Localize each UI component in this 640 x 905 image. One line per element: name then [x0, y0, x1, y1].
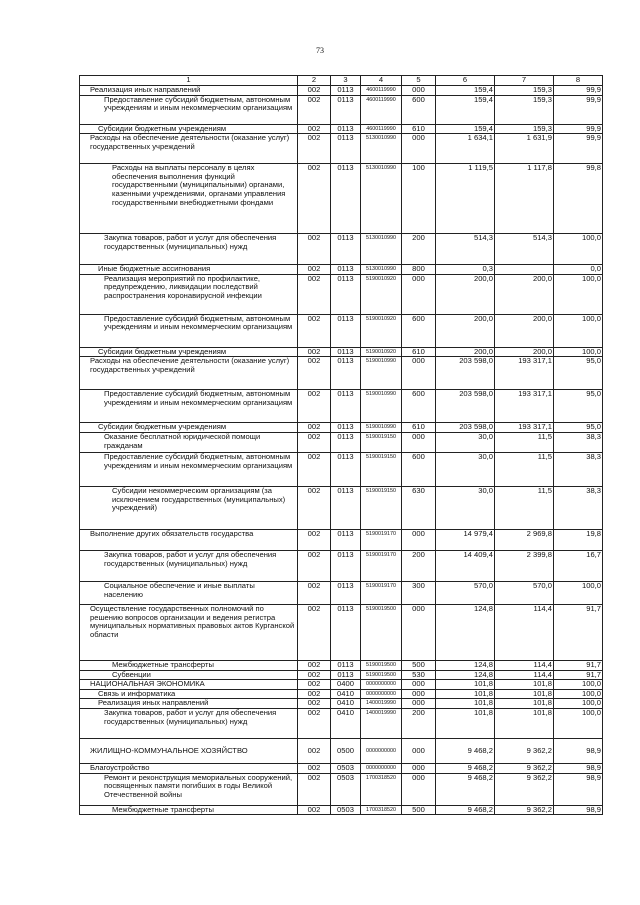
budget-table-body: [80, 76, 603, 815]
table-row: [80, 805, 603, 815]
row-actual-cell: 9 362,2: [495, 773, 554, 805]
row-percent-cell: 95,0: [554, 390, 603, 423]
row-type-cell: 100: [402, 164, 436, 234]
row-target-cell: 5190019150: [361, 452, 402, 486]
row-chapter-cell: 002: [298, 660, 331, 670]
row-plan-cell: 514,3: [436, 234, 495, 265]
row-actual-cell: 9 362,2: [495, 738, 554, 763]
row-section-cell: 0500: [331, 738, 361, 763]
row-name-cell: Межбюджетные трансферты: [80, 660, 298, 670]
row-section-cell: 0410: [331, 708, 361, 738]
row-type-cell: 000: [402, 699, 436, 709]
row-target-cell: 5190010990: [361, 357, 402, 390]
row-type-cell: 600: [402, 95, 436, 124]
budget-table: [79, 75, 603, 815]
row-name-cell: Субсидии бюджетным учреждениям: [80, 423, 298, 433]
row-type-cell: 600: [402, 452, 436, 486]
row-percent-cell: 98,9: [554, 773, 603, 805]
table-row: [80, 314, 603, 347]
row-section-cell: 0113: [331, 432, 361, 452]
row-chapter-cell: 002: [298, 432, 331, 452]
row-section-cell: 0503: [331, 773, 361, 805]
row-name-cell: Субвенции: [80, 670, 298, 680]
row-percent-cell: 99,9: [554, 134, 603, 164]
row-actual-cell: 11,5: [495, 486, 554, 529]
row-plan-cell: 570,0: [436, 581, 495, 604]
header-row: [80, 76, 603, 86]
table-row: [80, 432, 603, 452]
row-actual-cell: 11,5: [495, 452, 554, 486]
row-chapter-cell: 002: [298, 423, 331, 433]
row-chapter-cell: 002: [298, 550, 331, 581]
row-type-cell: 610: [402, 124, 436, 134]
row-percent-cell: 19,8: [554, 529, 603, 550]
row-section-cell: 0503: [331, 763, 361, 773]
row-target-cell: 5130010990: [361, 265, 402, 275]
row-plan-cell: 203 598,0: [436, 423, 495, 433]
row-name-cell: Благоустройство: [80, 763, 298, 773]
row-target-cell: 0000000000: [361, 689, 402, 699]
row-target-cell: 5190019150: [361, 432, 402, 452]
row-type-cell: 800: [402, 265, 436, 275]
row-target-cell: 4600119990: [361, 86, 402, 96]
row-percent-cell: 99,9: [554, 95, 603, 124]
row-section-cell: 0113: [331, 164, 361, 234]
row-name-cell: Реализация иных направлений: [80, 86, 298, 96]
row-target-cell: 1400019990: [361, 708, 402, 738]
row-name-cell: Связь и информатика: [80, 689, 298, 699]
row-chapter-cell: 002: [298, 347, 331, 357]
row-name-cell: Закупка товаров, работ и услуг для обеспечения государственных (муниципальных) нужд: [80, 708, 298, 738]
table-row: [80, 763, 603, 773]
row-section-cell: 0113: [331, 265, 361, 275]
row-actual-cell: 159,3: [495, 95, 554, 124]
row-target-cell: 4600119990: [361, 95, 402, 124]
row-type-cell: 000: [402, 689, 436, 699]
table-row: [80, 670, 603, 680]
row-type-cell: 600: [402, 390, 436, 423]
row-target-cell: 5130010990: [361, 234, 402, 265]
row-chapter-cell: 002: [298, 680, 331, 690]
row-percent-cell: 99,9: [554, 86, 603, 96]
row-name-cell: Закупка товаров, работ и услуг для обеспечения государственных (муниципальных) нужд: [80, 234, 298, 265]
table-row: [80, 234, 603, 265]
row-plan-cell: 200,0: [436, 347, 495, 357]
row-section-cell: 0113: [331, 486, 361, 529]
row-actual-cell: [495, 265, 554, 275]
row-target-cell: 1700318520: [361, 773, 402, 805]
row-section-cell: 0113: [331, 452, 361, 486]
row-chapter-cell: 002: [298, 357, 331, 390]
row-plan-cell: 30,0: [436, 486, 495, 529]
row-percent-cell: 38,3: [554, 432, 603, 452]
row-type-cell: 000: [402, 86, 436, 96]
row-actual-cell: 193 317,1: [495, 357, 554, 390]
row-plan-cell: 14 979,4: [436, 529, 495, 550]
row-target-cell: 5130010990: [361, 134, 402, 164]
row-type-cell: 530: [402, 670, 436, 680]
row-plan-cell: 1 119,5: [436, 164, 495, 234]
row-actual-cell: 114,4: [495, 670, 554, 680]
row-chapter-cell: 002: [298, 86, 331, 96]
row-plan-cell: 9 468,2: [436, 738, 495, 763]
row-target-cell: 1700318520: [361, 805, 402, 815]
row-type-cell: 000: [402, 680, 436, 690]
row-name-cell: Расходы на выплаты персоналу в целях обеспечения выполнения функций государственными (муниципальными) органами, казенными учреждениями, органами управления государственными внебюджетными фондами: [80, 164, 298, 234]
row-name-cell: Реализация мероприятий по профилактике, предупреждению, ликвидации последствий распространения коронавирусной инфекции: [80, 274, 298, 314]
row-plan-cell: 101,8: [436, 699, 495, 709]
row-actual-cell: 1 117,8: [495, 164, 554, 234]
row-section-cell: 0113: [331, 124, 361, 134]
row-chapter-cell: 002: [298, 234, 331, 265]
row-target-cell: 5190019170: [361, 529, 402, 550]
row-target-cell: 5190019170: [361, 581, 402, 604]
row-plan-cell: 124,8: [436, 670, 495, 680]
row-target-cell: 5190010920: [361, 274, 402, 314]
row-percent-cell: 91,7: [554, 660, 603, 670]
row-section-cell: 0113: [331, 660, 361, 670]
row-chapter-cell: 002: [298, 670, 331, 680]
row-section-cell: 0113: [331, 357, 361, 390]
table-row: [80, 660, 603, 670]
row-name-cell: Предоставление субсидий бюджетным, автономным учреждениям и иным некоммерческим организациям: [80, 95, 298, 124]
row-type-cell: 300: [402, 581, 436, 604]
row-actual-cell: 2 969,8: [495, 529, 554, 550]
row-plan-cell: 124,8: [436, 660, 495, 670]
row-actual-cell: 514,3: [495, 234, 554, 265]
row-percent-cell: 100,0: [554, 581, 603, 604]
row-chapter-cell: 002: [298, 773, 331, 805]
row-actual-cell: 200,0: [495, 314, 554, 347]
row-target-cell: 5130010990: [361, 164, 402, 234]
row-section-cell: 0400: [331, 680, 361, 690]
row-percent-cell: 95,0: [554, 357, 603, 390]
table-row: [80, 529, 603, 550]
row-target-cell: 5190010990: [361, 390, 402, 423]
row-name-cell: Реализация иных направлений: [80, 699, 298, 709]
row-actual-cell: 9 362,2: [495, 805, 554, 815]
row-plan-cell: 124,8: [436, 604, 495, 660]
row-chapter-cell: 002: [298, 699, 331, 709]
row-name-cell: Предоставление субсидий бюджетным, автономным учреждениям и иным некоммерческим организациям: [80, 452, 298, 486]
row-target-cell: 5190019170: [361, 550, 402, 581]
row-chapter-cell: 002: [298, 486, 331, 529]
row-name-cell: Иные бюджетные ассигнования: [80, 265, 298, 275]
row-chapter-cell: 002: [298, 314, 331, 347]
row-target-cell: 5190019500: [361, 604, 402, 660]
row-type-cell: 610: [402, 347, 436, 357]
row-plan-cell: 101,8: [436, 708, 495, 738]
row-actual-cell: 114,4: [495, 604, 554, 660]
row-target-cell: 4600119990: [361, 124, 402, 134]
row-section-cell: 0113: [331, 390, 361, 423]
row-type-cell: 000: [402, 773, 436, 805]
row-target-cell: 5190010990: [361, 423, 402, 433]
row-chapter-cell: 002: [298, 529, 331, 550]
table-row: [80, 550, 603, 581]
header-cell-5: 5: [402, 76, 436, 86]
row-percent-cell: 100,0: [554, 314, 603, 347]
row-type-cell: 200: [402, 234, 436, 265]
row-percent-cell: 38,3: [554, 486, 603, 529]
table-row: [80, 390, 603, 423]
row-chapter-cell: 002: [298, 581, 331, 604]
row-type-cell: 610: [402, 423, 436, 433]
row-chapter-cell: 002: [298, 274, 331, 314]
row-percent-cell: 99,8: [554, 164, 603, 234]
row-name-cell: Закупка товаров, работ и услуг для обеспечения государственных (муниципальных) нужд: [80, 550, 298, 581]
header-cell-4: 4: [361, 76, 402, 86]
row-name-cell: ЖИЛИЩНО-КОММУНАЛЬНОЕ ХОЗЯЙСТВО: [80, 738, 298, 763]
row-type-cell: 000: [402, 529, 436, 550]
row-percent-cell: 100,0: [554, 680, 603, 690]
row-plan-cell: 9 468,2: [436, 773, 495, 805]
row-type-cell: 000: [402, 134, 436, 164]
table-row: [80, 486, 603, 529]
row-percent-cell: 95,0: [554, 423, 603, 433]
row-plan-cell: 14 409,4: [436, 550, 495, 581]
header-cell-7: 7: [495, 76, 554, 86]
row-actual-cell: 570,0: [495, 581, 554, 604]
table-row: [80, 699, 603, 709]
row-plan-cell: 9 468,2: [436, 805, 495, 815]
table-row: [80, 773, 603, 805]
table-row: [80, 134, 603, 164]
row-target-cell: 5190010920: [361, 314, 402, 347]
table-row: [80, 452, 603, 486]
row-section-cell: 0113: [331, 347, 361, 357]
row-percent-cell: 100,0: [554, 234, 603, 265]
row-actual-cell: 1 631,9: [495, 134, 554, 164]
row-plan-cell: 0,3: [436, 265, 495, 275]
row-plan-cell: 200,0: [436, 314, 495, 347]
table-row: [80, 581, 603, 604]
row-name-cell: Предоставление субсидий бюджетным, автономным учреждениям и иным некоммерческим организациям: [80, 390, 298, 423]
row-chapter-cell: 002: [298, 805, 331, 815]
row-chapter-cell: 002: [298, 452, 331, 486]
row-actual-cell: 11,5: [495, 432, 554, 452]
table-row: [80, 274, 603, 314]
row-chapter-cell: 002: [298, 95, 331, 124]
row-actual-cell: 2 399,8: [495, 550, 554, 581]
row-actual-cell: 159,3: [495, 86, 554, 96]
row-section-cell: 0113: [331, 670, 361, 680]
row-plan-cell: 101,8: [436, 689, 495, 699]
row-chapter-cell: 002: [298, 390, 331, 423]
table-row: [80, 689, 603, 699]
row-actual-cell: 159,3: [495, 124, 554, 134]
row-plan-cell: 101,8: [436, 680, 495, 690]
header-cell-8: 8: [554, 76, 603, 86]
row-target-cell: 5190010920: [361, 347, 402, 357]
table-row: [80, 124, 603, 134]
row-name-cell: Осуществление государственных полномочий по решению вопросов организации и ведения регистра муниципальных нормативных правовых актов Курганской области: [80, 604, 298, 660]
row-section-cell: 0113: [331, 86, 361, 96]
row-target-cell: 5190019500: [361, 660, 402, 670]
row-type-cell: 000: [402, 357, 436, 390]
row-chapter-cell: 002: [298, 265, 331, 275]
row-target-cell: 0000000000: [361, 680, 402, 690]
row-actual-cell: 101,8: [495, 680, 554, 690]
row-percent-cell: 98,9: [554, 738, 603, 763]
row-actual-cell: 9 362,2: [495, 763, 554, 773]
row-type-cell: 200: [402, 550, 436, 581]
row-percent-cell: 100,0: [554, 347, 603, 357]
table-row: [80, 347, 603, 357]
row-section-cell: 0113: [331, 550, 361, 581]
row-section-cell: 0113: [331, 134, 361, 164]
header-cell-6: 6: [436, 76, 495, 86]
row-percent-cell: 38,3: [554, 452, 603, 486]
row-percent-cell: 100,0: [554, 699, 603, 709]
row-chapter-cell: 002: [298, 124, 331, 134]
row-target-cell: 1400019990: [361, 699, 402, 709]
table-row: [80, 265, 603, 275]
table-row: [80, 738, 603, 763]
row-name-cell: Межбюджетные трансферты: [80, 805, 298, 815]
row-chapter-cell: 002: [298, 604, 331, 660]
row-section-cell: 0113: [331, 581, 361, 604]
row-actual-cell: 114,4: [495, 660, 554, 670]
row-plan-cell: 9 468,2: [436, 763, 495, 773]
row-name-cell: НАЦИОНАЛЬНАЯ ЭКОНОМИКА: [80, 680, 298, 690]
row-actual-cell: 200,0: [495, 274, 554, 314]
row-actual-cell: 101,8: [495, 689, 554, 699]
row-actual-cell: 101,8: [495, 708, 554, 738]
row-type-cell: 000: [402, 604, 436, 660]
header-cell-3: 3: [331, 76, 361, 86]
row-name-cell: Социальное обеспечение и иные выплаты населению: [80, 581, 298, 604]
row-name-cell: Расходы на обеспечение деятельности (оказание услуг) государственных учреждений: [80, 134, 298, 164]
row-type-cell: 000: [402, 274, 436, 314]
row-type-cell: 630: [402, 486, 436, 529]
row-plan-cell: 159,4: [436, 86, 495, 96]
row-plan-cell: 203 598,0: [436, 357, 495, 390]
row-target-cell: 5190019500: [361, 670, 402, 680]
row-section-cell: 0113: [331, 314, 361, 347]
row-plan-cell: 1 634,1: [436, 134, 495, 164]
row-section-cell: 0503: [331, 805, 361, 815]
row-percent-cell: 100,0: [554, 708, 603, 738]
row-name-cell: Расходы на обеспечение деятельности (оказание услуг) государственных учреждений: [80, 357, 298, 390]
row-name-cell: Субсидии бюджетным учреждениям: [80, 347, 298, 357]
row-name-cell: Ремонт и реконструкция мемориальных сооружений, посвященных памяти погибших в годы Великой Отечественной войны: [80, 773, 298, 805]
row-name-cell: Субсидии некоммерческим организациям (за исключением государственных (муниципальных) учреждений): [80, 486, 298, 529]
row-percent-cell: 98,9: [554, 805, 603, 815]
row-percent-cell: 0,0: [554, 265, 603, 275]
row-percent-cell: 98,9: [554, 763, 603, 773]
row-plan-cell: 203 598,0: [436, 390, 495, 423]
row-actual-cell: 193 317,1: [495, 390, 554, 423]
header-cell-2: 2: [298, 76, 331, 86]
row-actual-cell: 101,8: [495, 699, 554, 709]
row-chapter-cell: 002: [298, 164, 331, 234]
row-plan-cell: 30,0: [436, 452, 495, 486]
row-percent-cell: 99,9: [554, 124, 603, 134]
table-row: [80, 604, 603, 660]
row-percent-cell: 100,0: [554, 274, 603, 314]
row-plan-cell: 200,0: [436, 274, 495, 314]
row-type-cell: 600: [402, 314, 436, 347]
row-target-cell: 5190019150: [361, 486, 402, 529]
row-actual-cell: 193 317,1: [495, 423, 554, 433]
row-type-cell: 200: [402, 708, 436, 738]
row-percent-cell: 91,7: [554, 670, 603, 680]
table-row: [80, 86, 603, 96]
row-section-cell: 0410: [331, 699, 361, 709]
row-target-cell: 0000000000: [361, 738, 402, 763]
row-plan-cell: 159,4: [436, 95, 495, 124]
row-percent-cell: 100,0: [554, 689, 603, 699]
row-percent-cell: 91,7: [554, 604, 603, 660]
row-section-cell: 0113: [331, 274, 361, 314]
row-plan-cell: 159,4: [436, 124, 495, 134]
row-type-cell: 000: [402, 763, 436, 773]
row-section-cell: 0113: [331, 234, 361, 265]
row-plan-cell: 30,0: [436, 432, 495, 452]
row-section-cell: 0113: [331, 604, 361, 660]
row-type-cell: 000: [402, 738, 436, 763]
row-chapter-cell: 002: [298, 763, 331, 773]
row-chapter-cell: 002: [298, 708, 331, 738]
row-type-cell: 000: [402, 432, 436, 452]
table-row: [80, 708, 603, 738]
row-type-cell: 500: [402, 660, 436, 670]
table-row: [80, 357, 603, 390]
row-chapter-cell: 002: [298, 134, 331, 164]
table-row: [80, 423, 603, 433]
page-number: 73: [316, 46, 324, 55]
row-actual-cell: 200,0: [495, 347, 554, 357]
row-chapter-cell: 002: [298, 738, 331, 763]
row-section-cell: 0113: [331, 95, 361, 124]
table-row: [80, 164, 603, 234]
row-section-cell: 0113: [331, 529, 361, 550]
table-row: [80, 680, 603, 690]
row-percent-cell: 16,7: [554, 550, 603, 581]
row-section-cell: 0113: [331, 423, 361, 433]
row-name-cell: Выполнение других обязательств государства: [80, 529, 298, 550]
row-section-cell: 0410: [331, 689, 361, 699]
header-cell-1: 1: [80, 76, 298, 86]
row-target-cell: 0000000000: [361, 763, 402, 773]
row-chapter-cell: 002: [298, 689, 331, 699]
row-type-cell: 500: [402, 805, 436, 815]
row-name-cell: Субсидии бюджетным учреждениям: [80, 124, 298, 134]
row-name-cell: Оказание бесплатной юридической помощи гражданам: [80, 432, 298, 452]
table-row: [80, 95, 603, 124]
row-name-cell: Предоставление субсидий бюджетным, автономным учреждениям и иным некоммерческим организациям: [80, 314, 298, 347]
